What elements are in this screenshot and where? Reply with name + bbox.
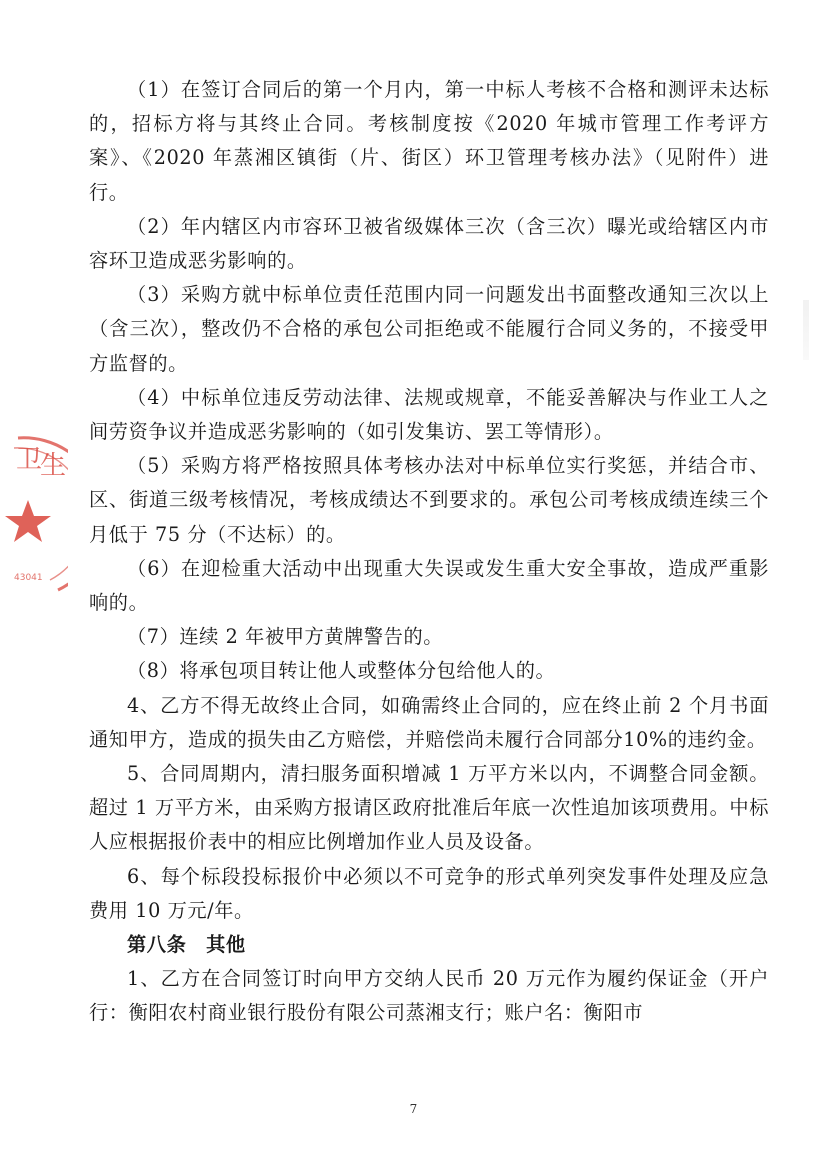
clause-4: （4）中标单位违反劳动法律、法规或规章，不能妥善解决与作业工人之间劳资争议并造成恶劣影响的（如引发集访、罢工等情形）。 bbox=[89, 385, 769, 444]
clause-8: （8）将承包项目转让他人或整体分包给他人的。 bbox=[127, 659, 556, 683]
item-4-termination: 4、乙方不得无故终止合同，如确需终止合同的，应在终止前 2 个月书面通知甲方，造成的损失由乙方赔偿，并赔偿尚未履行合同部分10%的违约金。 bbox=[89, 693, 769, 751]
clause-5: （5）采购方将严格按照具体考核办法对中标单位实行奖惩，并结合市、区、街道三级考核情况，考核成绩达不到要求的。承包公司考核成绩连续三个月低于 75 分（不达标）的。 bbox=[89, 454, 769, 546]
red-seal-stamp bbox=[0, 430, 68, 600]
clause-6: （6）在迎检重大活动中出现重大失误或发生重大安全事故，造成严重影响的。 bbox=[89, 556, 769, 615]
document-body bbox=[89, 73, 769, 1031]
svg-text:生: 生 bbox=[40, 451, 67, 481]
item-6-emergency-fee: 6、每个标段投标报价中必须以不可竞争的形式单列突发事件处理及应急费用 10 万元/年。 bbox=[89, 864, 769, 922]
clause-1: （1）在签订合同后的第一个月内，第一中标人考核不合格和测评未达标的，招标方将与其终止合同。考核制度按《2020 年城市管理工作考评方案》、《2020 年蒸湘区镇街（片、街区）环卫管理考核办法》（见附件）进行。 bbox=[89, 78, 769, 204]
item-1-performance-bond: 1、乙方在合同签订时向甲方交纳人民币 20 万元作为履约保证金（开户行：衡阳农村商业银行股份有限公司蒸湘支行；账户名：衡阳市 bbox=[89, 967, 769, 1025]
svg-text:43041: 43041 bbox=[14, 573, 43, 583]
clause-2: （2）年内辖区内市容环卫被省级媒体三次（含三次）曝光或给辖区内市容环卫造成恶劣影响的。 bbox=[89, 214, 769, 273]
svg-text:卫: 卫 bbox=[16, 445, 43, 475]
clause-7: （7）连续 2 年被甲方黄牌警告的。 bbox=[127, 625, 444, 649]
scan-edge-artifact bbox=[803, 300, 809, 360]
clause-3: （3）采购方就中标单位责任范围内同一问题发出书面整改通知三次以上（含三次），整改仍不合格的承包公司拒绝或不能履行合同义务的，不接受甲方监督的。 bbox=[89, 283, 769, 375]
page-number: 7 bbox=[409, 1102, 418, 1116]
item-5-area-adjustment: 5、合同周期内，清扫服务面积增减 1 万平方米以内，不调整合同金额。超过 1 万平方米，由采购方报请区政府批准后年底一次性追加该项费用。中标人应根据报价表中的相应比例增加作业人员及设备。 bbox=[89, 762, 769, 854]
article-8-heading: 第八条 其他 bbox=[127, 933, 246, 957]
